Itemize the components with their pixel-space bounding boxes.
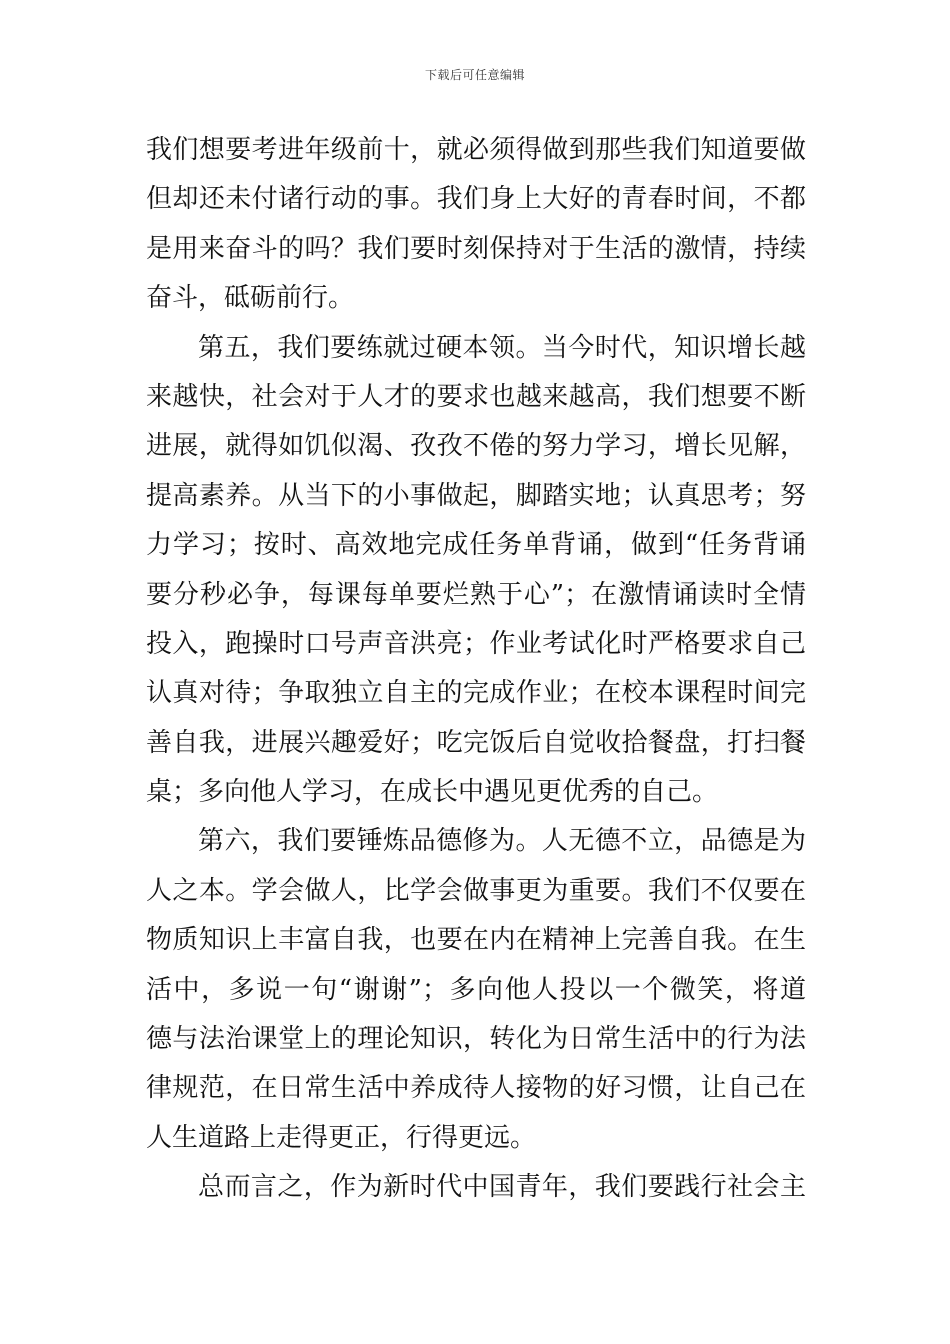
header-note: 下载后可任意编辑 [424, 68, 525, 82]
text-line: 德与法治课堂上的理论知识，转化为日常生活中的行为法 [146, 1024, 806, 1055]
text-line: 善自我，进展兴趣爱好；吃完饭后自觉收拾餐盘，打扫餐 [146, 727, 806, 758]
text-line: 奋斗，砥砺前行。 [146, 283, 355, 314]
body-text [146, 126, 806, 1213]
text-line: 但却还未付诸行动的事。我们身上大好的青春时间，不都 [146, 184, 806, 215]
text-line: 力学习；按时、高效地完成任务单背诵，做到“任务背诵 [146, 530, 806, 561]
text-line: 进展，就得如饥似渴、孜孜不倦的努力学习，增长见解， [146, 431, 806, 462]
text-line: 是用来奋斗的吗？我们要时刻保持对于生活的激情，持续 [146, 233, 806, 264]
text-line: 我们想要考进年级前十，就必须得做到那些我们知道要做 [146, 135, 806, 165]
text-line: 律规范，在日常生活中养成待人接物的好习惯，让自己在 [146, 1073, 806, 1104]
text-line: 认真对待；争取独立自主的完成作业；在校本课程时间完 [146, 678, 806, 709]
text-line: 物质知识上丰富自我，也要在内在精神上完善自我。在生 [146, 925, 806, 956]
text-line: 人生道路上走得更正，行得更远。 [146, 1122, 537, 1153]
text-line: 总而言之，作为新时代中国青年，我们要践行社会主 [198, 1172, 806, 1203]
text-line: 投入，跑操时口号声音洪亮；作业考试化时严格要求自己 [146, 628, 806, 659]
text-line: 要分秒必争，每课每单要烂熟于心”；在激情诵读时全情 [146, 579, 806, 610]
text-line: 人之本。学会做人，比学会做事更为重要。我们不仅要在 [146, 875, 806, 906]
text-line: 活中，多说一句“谢谢”；多向他人投以一个微笑，将道 [146, 974, 806, 1005]
text-line: 来越快，社会对于人才的要求也越来越高，我们想要不断 [146, 381, 806, 412]
text-line: 桌；多向他人学习，在成长中遇见更优秀的自己。 [146, 777, 719, 808]
text-line: 提高素养。从当下的小事做起，脚踏实地；认真思考；努 [146, 480, 806, 511]
text-line: 第六，我们要锤炼品德修为。人无德不立，品德是为 [198, 826, 806, 857]
text-line: 第五，我们要练就过硬本领。当今时代，知识增长越 [198, 332, 806, 363]
